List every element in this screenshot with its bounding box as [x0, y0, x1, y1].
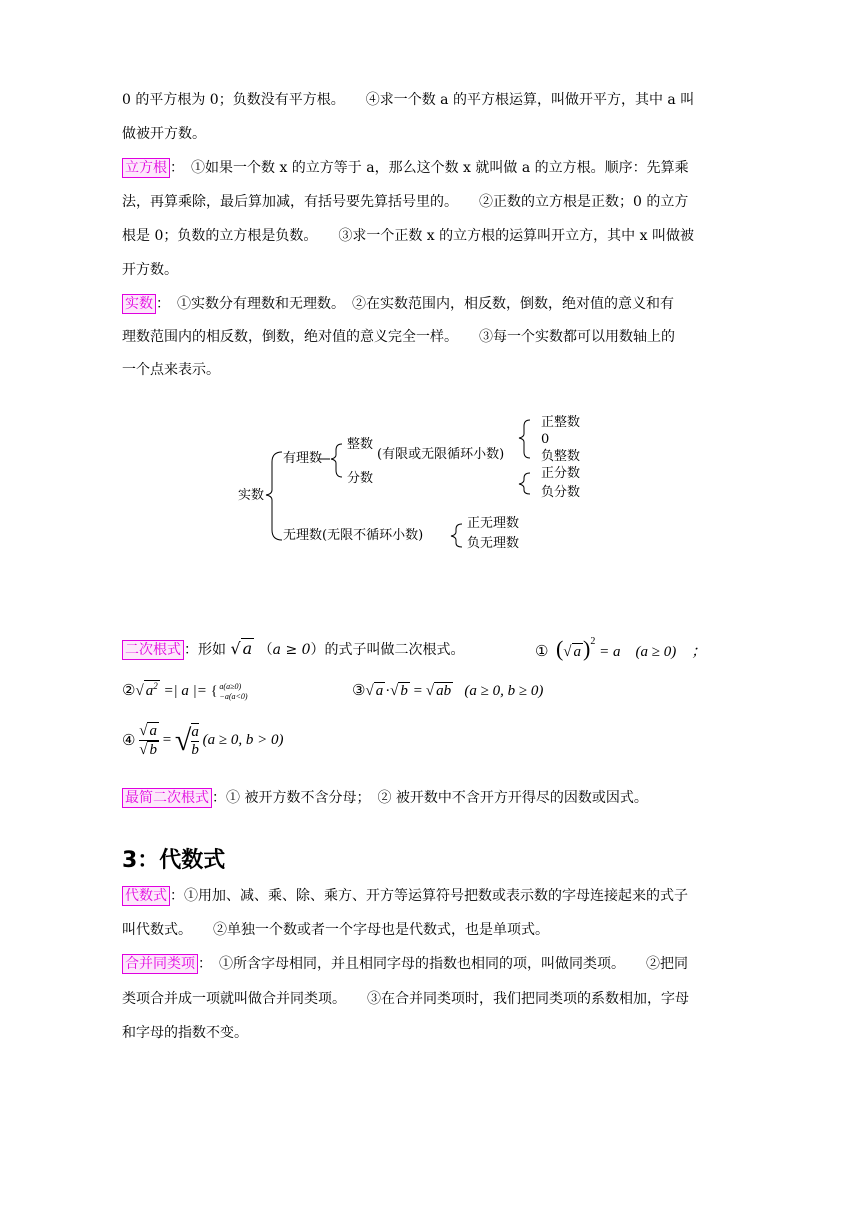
algebraic-line-2: 叫代数式。 ②单独一个数或者一个字母也是代数式，也是单项式。 [122, 922, 549, 938]
formula-4: ④ $\frac{√ a}{√ b}$ = √ $\frac{a}{b}$ (a ≥ 0, b > 0) [122, 723, 284, 758]
algebraic-term: 代数式 [122, 886, 170, 906]
tree-integer: 整数 [347, 437, 374, 452]
like-terms-line-2: 类项合并成一项就叫做合并同类项。 ③在合并同类项时，我们把同类项的系数相加，字母 [122, 991, 689, 1007]
real-number-line-2: 理数范围内的相反数，倒数，绝对值的意义完全一样。 ③每一个实数都可以用数轴上的 [122, 329, 675, 345]
sqrt-continued-line-1: 0 的平方根为 0；负数没有平方根。 ④求一个数 a 的平方根运算，叫做开平方，其中 a 叫 [122, 92, 695, 108]
tree-negative-irrational: 负无理数 [467, 536, 520, 551]
tree-positive-irrational: 正无理数 [467, 516, 520, 531]
section-3-heading: 3：代数式 [122, 848, 226, 873]
formula-2: ②√ $a^2$ =| a |= { a(a≥0) −a(a<0) [122, 681, 248, 701]
root-brace [266, 452, 282, 540]
cube-root-line-1: 立方根 ： ①如果一个数 x 的立方等于 a，那么这个数 x 就叫做 a 的立方根。顺序：先算乘 [122, 158, 689, 178]
like-terms-line-1: 合并同类项 ： ①所含字母相同，并且相同字母的指数也相同的项，叫做同类项。 ②把同 [122, 954, 688, 974]
cube-root-line-2: 法，再算乘除，最后算加减，有括号要先算括号里的。 ②正数的立方根是正数；0 的立方 [122, 194, 689, 210]
simplest-radical-line: 最简二次根式 ：① 被开方数不含分母； ② 被开数中不含开方开得尽的因数或因式。 [122, 788, 648, 808]
radical-line: 二次根式 ：形如 √ a （a ≥ 0）的式子叫做二次根式。 [122, 638, 465, 660]
abs-case-2: −a(a<0) [219, 691, 248, 701]
tree-finite-note: (有限或无限循环小数) [377, 447, 505, 462]
real-number-term: 实数 [122, 294, 156, 314]
tree-rational: 有理数 [283, 451, 323, 466]
tree-zero: 0 [541, 432, 550, 447]
cube-root-line-3: 根是 0；负数的立方根是负数。 ③求一个正数 x 的立方根的运算叫开立方，其中 x 叫做被 [122, 228, 694, 244]
cube-root-line-4: 开方数。 [122, 262, 178, 278]
tree-negative-integer: 负整数 [541, 449, 581, 464]
algebraic-line-1: 代数式 ：①用加、减、乘、除、乘方、开方等运算符号把数或表示数的字母连接起来的式子 [122, 886, 688, 906]
real-number-line-1: 实数 ： ①实数分有理数和无理数。 ②在实数范围内，相反数，倒数，绝对值的意义和有 [122, 294, 674, 314]
tree-positive-integer: 正整数 [541, 415, 581, 430]
radical-term: 二次根式 [122, 640, 184, 660]
integer-brace [519, 420, 530, 458]
tree-root: 实数 [238, 488, 265, 503]
abs-case-1: a(a≥0) [219, 681, 242, 691]
irrational-brace [451, 524, 462, 547]
formula-3: ③√ a ·√ b = √ ab (a ≥ 0, b ≥ 0) [352, 683, 544, 699]
cube-root-term: 立方根 [122, 158, 170, 178]
simplest-radical-term: 最简二次根式 [122, 788, 212, 808]
sqrt-continued-line-2: 做被开方数。 [122, 126, 206, 142]
rational-brace [331, 444, 342, 477]
fraction-brace [519, 473, 530, 494]
like-terms-term: 合并同类项 [122, 954, 198, 974]
tree-irrational: 无理数(无限不循环小数) [283, 528, 424, 543]
real-number-line-3: 一个点来表示。 [122, 362, 220, 378]
formula-1: ① (√ a)$^2$ = a (a ≥ 0) ； [535, 636, 707, 661]
tree-positive-fraction: 正分数 [541, 466, 581, 481]
tree-negative-fraction: 负分数 [541, 485, 581, 500]
like-terms-line-3: 和字母的指数不变。 [122, 1025, 248, 1041]
tree-fraction: 分数 [347, 471, 374, 486]
